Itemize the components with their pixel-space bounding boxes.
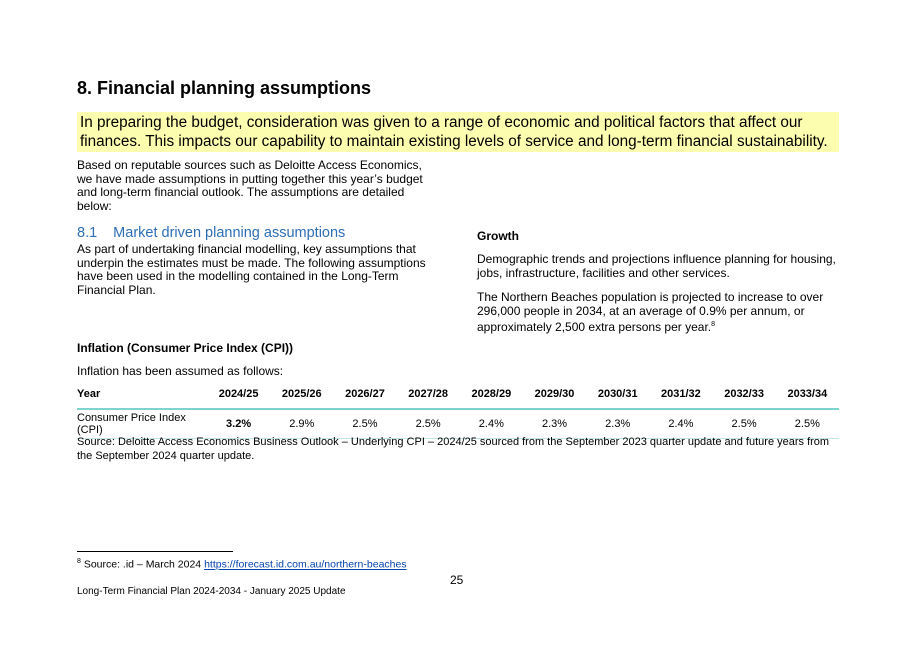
footnote xyxy=(77,558,407,571)
section-number: 8.1 xyxy=(77,225,98,241)
header-year: 2027/28 xyxy=(397,384,460,409)
table-header-row xyxy=(77,384,839,409)
header-year: 2026/27 xyxy=(333,384,396,409)
table-cell: 3.2% xyxy=(207,409,270,439)
footnote-ref: 8 xyxy=(711,321,716,328)
header-year: 2030/31 xyxy=(586,384,649,409)
table-cell: 2.5% xyxy=(397,409,460,439)
section-heading xyxy=(77,224,437,242)
table-cell: 2.4% xyxy=(460,409,523,439)
row-label: Consumer Price Index (CPI) xyxy=(77,409,207,439)
growth-paragraph-2 xyxy=(477,291,847,335)
header-year: 2024/25 xyxy=(207,384,270,409)
inflation-title: Inflation (Consumer Price Index (CPI)) xyxy=(77,341,294,355)
page-heading: 8. Financial planning assumptions xyxy=(77,78,372,98)
footnote-text: Source: .id – March 2024 xyxy=(80,558,205,571)
cpi-table xyxy=(77,384,839,439)
table-cell: 2.5% xyxy=(776,409,839,439)
header-year: 2031/32 xyxy=(649,384,712,409)
growth-paragraph-1: Demographic trends and projections influence planning for housing, jobs, infrastructure, facilities and other services. xyxy=(477,252,836,280)
header-year: 2033/34 xyxy=(776,384,839,409)
growth-paragraph-2-text: The Northern Beaches population is projected to increase to over 296,000 people in 2034, at an average of 0.9% per annum, or approximately 2,500 extra persons per year. xyxy=(477,290,824,334)
left-intro-paragraph: Based on reputable sources such as Deloitte Access Economics, we have made assumptions in putting together this year’s budget and long-term financial outlook. The assumptions are detailed below: xyxy=(77,158,423,213)
section-title: Market driven planning assumptions xyxy=(113,225,346,241)
header-year: 2028/29 xyxy=(460,384,523,409)
growth-title: Growth xyxy=(477,229,519,243)
table-cell: 2.3% xyxy=(586,409,649,439)
table-source-note: Source: Deloitte Access Economics Business Outlook – Underlying CPI – 2024/25 sourced from the September 2023 quarter update and future years from the September 2024 quarter update. xyxy=(77,436,830,462)
page-footer: Long-Term Financial Plan 2024-2034 - January 2025 Update xyxy=(77,586,346,597)
table-cell: 2.3% xyxy=(523,409,586,439)
table-cell: 2.5% xyxy=(333,409,396,439)
inflation-intro: Inflation has been assumed as follows: xyxy=(77,364,284,378)
footnote-divider xyxy=(77,551,233,552)
table-cell: 2.9% xyxy=(270,409,333,439)
header-year-label: Year xyxy=(77,384,207,409)
header-year: 2025/26 xyxy=(270,384,333,409)
header-year: 2029/30 xyxy=(523,384,586,409)
table-cell: 2.5% xyxy=(713,409,776,439)
section-paragraph: As part of undertaking financial modelling, key assumptions that underpin the estimates must be made. The following assumptions have been used in the modelling contained in the Long-Term Financial Plan. xyxy=(77,242,426,297)
footnote-number: 8 xyxy=(77,558,81,565)
footnote-link[interactable]: https://forecast.id.com.au/northern-beaches xyxy=(204,558,407,571)
header-year: 2032/33 xyxy=(713,384,776,409)
table-row xyxy=(77,409,839,439)
intro-highlight: In preparing the budget, consideration was given to a range of economic and political factors that affect our finances. This impacts our capability to maintain existing levels of service and long-term financial sustainability. xyxy=(77,112,839,152)
table-cell: 2.4% xyxy=(649,409,712,439)
page-number: 25 xyxy=(450,573,464,587)
